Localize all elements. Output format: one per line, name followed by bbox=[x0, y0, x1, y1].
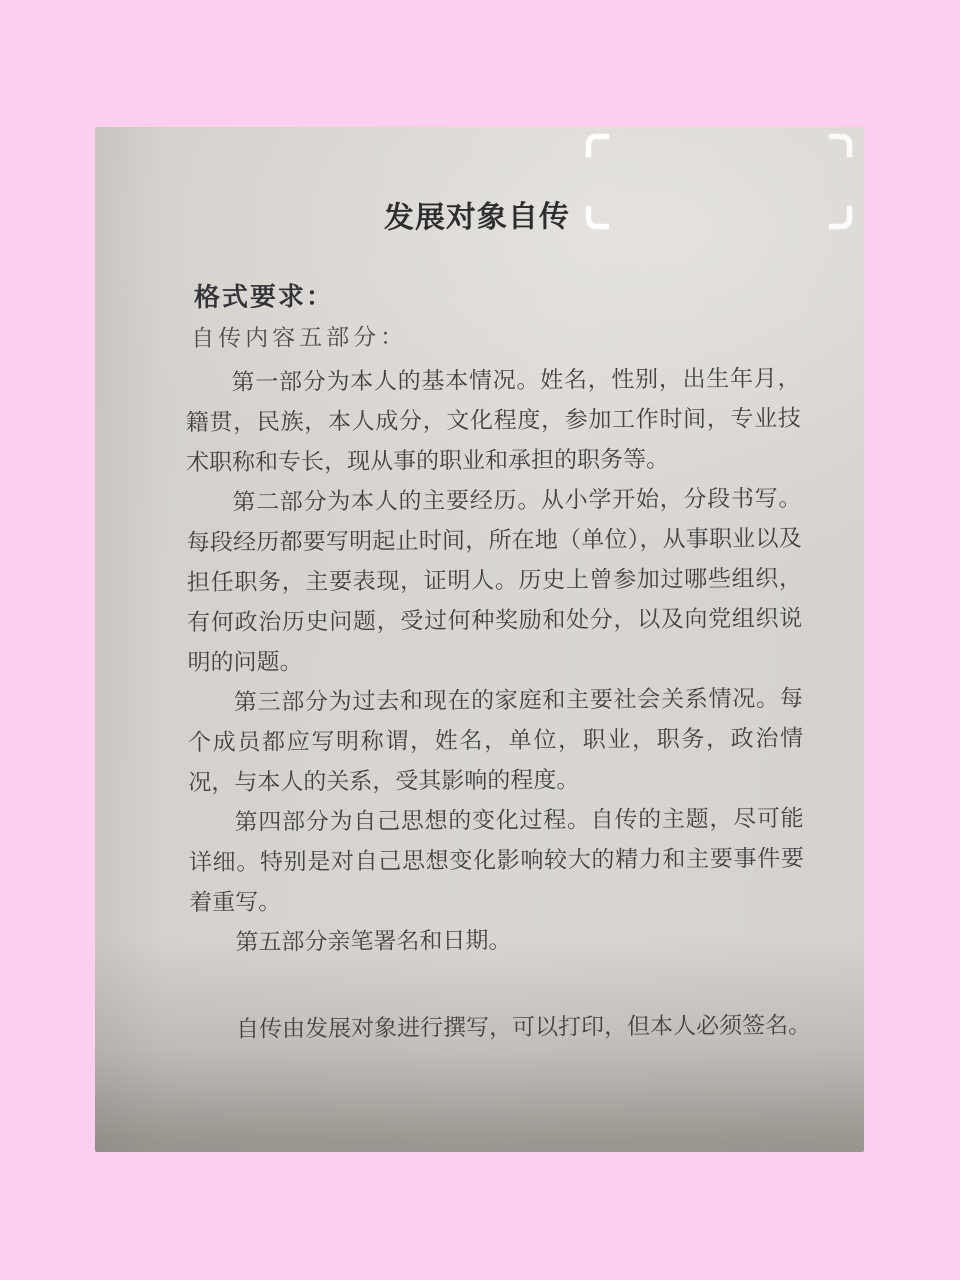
paragraph-part-3: 第三部分为过去和现在的家庭和主要社会关系情况。每个成员都应写明称谓，姓名，单位，职业，职务，政治情况，与本人的关系，受其影响的程度。 bbox=[187, 685, 804, 796]
page-title: 发展对象自传 bbox=[383, 200, 571, 235]
paragraph-part-2: 第二部分为本人的主要经历。从小学开始，分段书写。每段经历都要写明起止时间，所在地（单位），从事职业以及担任职务，主要表现，证明人。历史上曾参加过哪些组织，有何政治历史问题，受过何种奖励和处分，以及向党组织说明的问题。 bbox=[186, 485, 803, 676]
paragraph-part-5: 第五部分亲笔署名和日期。 bbox=[235, 927, 512, 955]
paragraph-part-4: 第四部分为自己思想的变化过程。自传的主题，尽可能详细。特别是对自己思想变化影响较大的精力和主要事件要着重写。 bbox=[188, 805, 804, 916]
section-heading: 格式要求： bbox=[193, 282, 335, 312]
document-page bbox=[95, 127, 864, 1152]
body-paragraphs bbox=[185, 359, 812, 1050]
document-text bbox=[92, 124, 867, 1050]
intro-line: 自传内容五部分： bbox=[191, 324, 408, 352]
paragraph-part-1: 第一部分为本人的基本情况。姓名，性别，出生年月，籍贯，民族，本人成分，文化程度，参加工作时间，专业技术职称和专长，现从事的职业和承担的职务等。 bbox=[185, 365, 801, 476]
closing-note: 自传由发展对象进行撰写，可以打印，但本人必须签名。 bbox=[235, 1012, 812, 1042]
